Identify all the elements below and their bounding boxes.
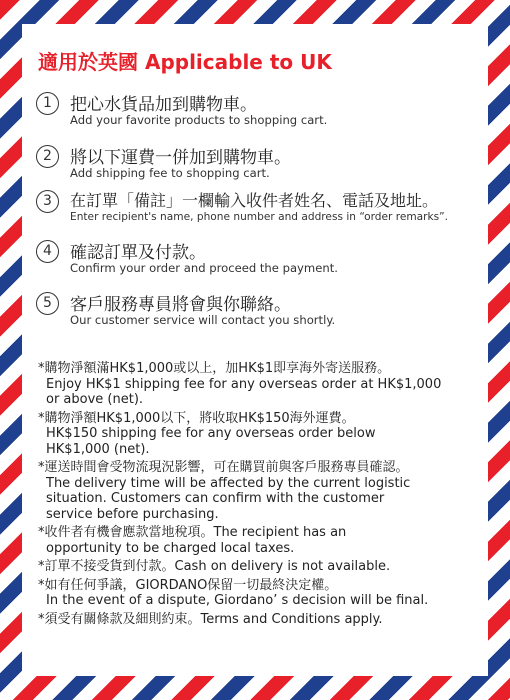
note-6: *如有任何爭議，GIORDANO保留一切最終決定權。 In the event of a dispute, Giordano’ s decision will be final. — [38, 577, 429, 608]
step-number-2: 2 — [36, 145, 59, 168]
step-1-en: Add your favorite products to shopping cart. — [70, 113, 328, 127]
note-5: *訂單不接受貨到付款。Cash on delivery is not available. — [38, 559, 391, 574]
step-3-zh: 在訂單「備註」一欄輸入收件者姓名、電話及地址。 — [70, 191, 439, 210]
step-2-zh: 將以下運費一併加到購物車。 — [70, 148, 291, 168]
step-number-4: 4 — [36, 240, 59, 263]
step-3-en: Enter recipient's name, phone number and address in “order remarks”. — [70, 211, 449, 223]
page-title: 適用於英國 Applicable to UK — [38, 50, 332, 74]
step-4-en: Confirm your order and proceed the payment. — [70, 261, 338, 275]
step-5-zh: 客戶服務專員將會與你聯絡。 — [70, 295, 291, 315]
step-4-zh: 確認訂單及付款。 — [70, 243, 206, 263]
note-4: *收件者有機會應款當地稅項。The recipient has an opportunity to be charged local taxes. — [38, 525, 347, 556]
step-5-en: Our customer service will contact you shortly. — [70, 313, 336, 327]
note-3: *運送時間會受物流現況影響，可在購買前與客戶服務專員確認。 The delivery time will be affected by the current logistic situation. Customers can confirm with the customer service before purchasing. — [38, 460, 411, 522]
step-number-5: 5 — [36, 292, 59, 315]
note-7: *須受有關條款及細則約束。Terms and Conditions apply. — [38, 611, 383, 627]
step-2-en: Add shipping fee to shopping cart. — [70, 166, 270, 180]
step-1-zh: 把心水貨品加到購物車。 — [70, 95, 257, 115]
note-1: *購物淨額滿HK$1,000或以上，加HK$1即享海外寄送服務。 Enjoy HK$1 shipping fee for any overseas order at HK$1,000 or above (net). — [38, 361, 442, 407]
note-2: *購物淨額HK$1,000以下，將收取HK$150海外運費。 HK$150 shipping fee for any overseas order below HK$1,000 (net). — [38, 410, 376, 457]
content-card — [22, 24, 488, 676]
step-number-1: 1 — [36, 92, 59, 115]
terms-notes — [38, 361, 482, 630]
step-number-3: 3 — [36, 190, 59, 213]
